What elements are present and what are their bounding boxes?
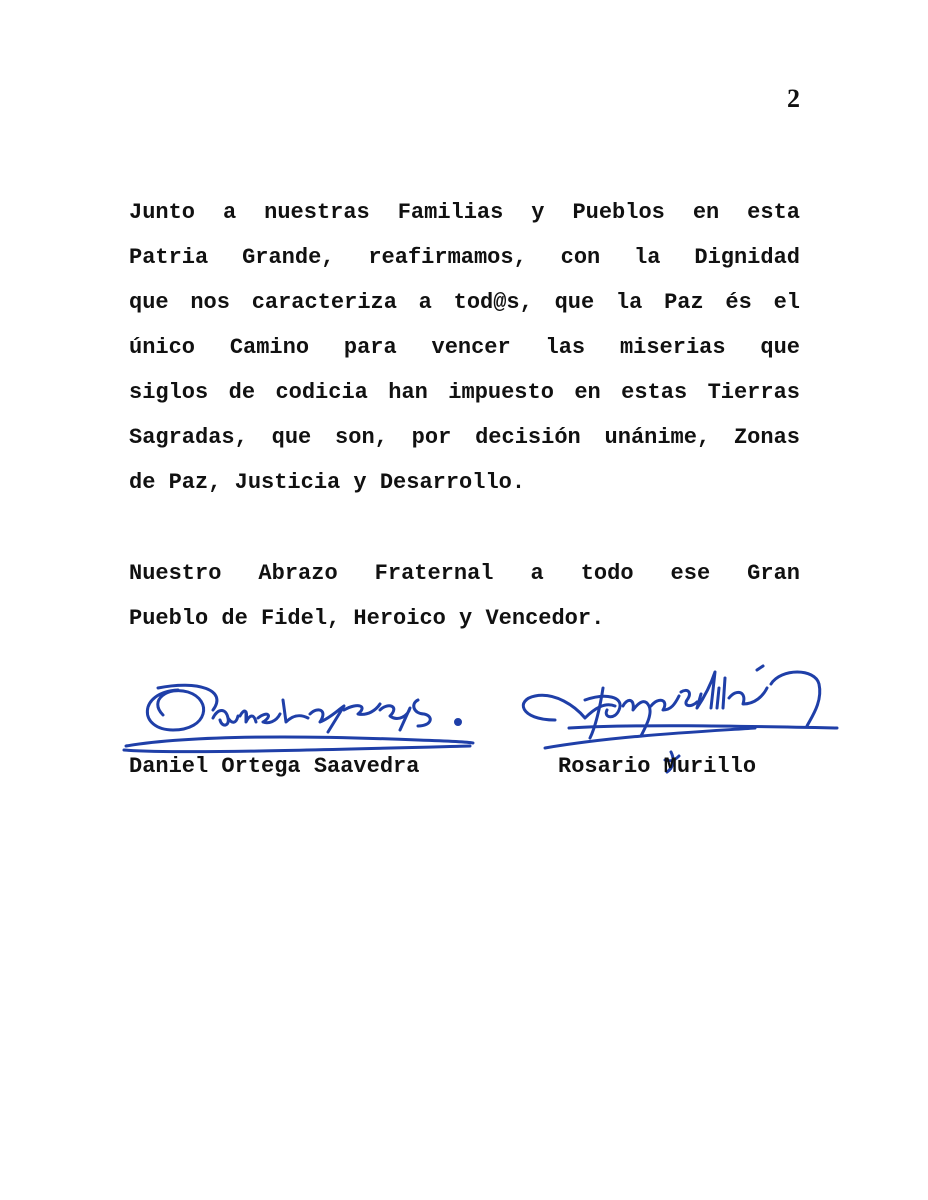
paragraph-line: Patria Grande, reafirmamos, con la Dignidad [129, 245, 800, 270]
paragraph-line: Junto a nuestras Familias y Pueblos en esta [129, 200, 800, 225]
signer-name-ortega: Daniel Ortega Saavedra [129, 754, 420, 779]
paragraph-line: que nos caracteriza a tod@s, que la Paz és el [129, 290, 800, 315]
signer-name-murillo: Rosario Murillo [558, 754, 757, 779]
paragraph-line: Pueblo de Fidel, Heroico y Vencedor. [129, 606, 605, 631]
paragraph-line: Nuestro Abrazo Fraternal a todo ese Gran [129, 561, 800, 586]
paragraph-2 [129, 551, 800, 641]
page-number: 2 [787, 84, 800, 113]
paragraph-line: siglos de codicia han impuesto en estas Tierras [129, 380, 800, 405]
paragraph-line: Sagradas, que son, por decisión unánime, Zonas [129, 425, 800, 450]
signature-ortega [118, 670, 478, 760]
paragraph-1 [129, 190, 800, 505]
paragraph-line: de Paz, Justicia y Desarrollo. [129, 470, 526, 495]
paragraph-line: único Camino para vencer las miserias que [129, 335, 800, 360]
